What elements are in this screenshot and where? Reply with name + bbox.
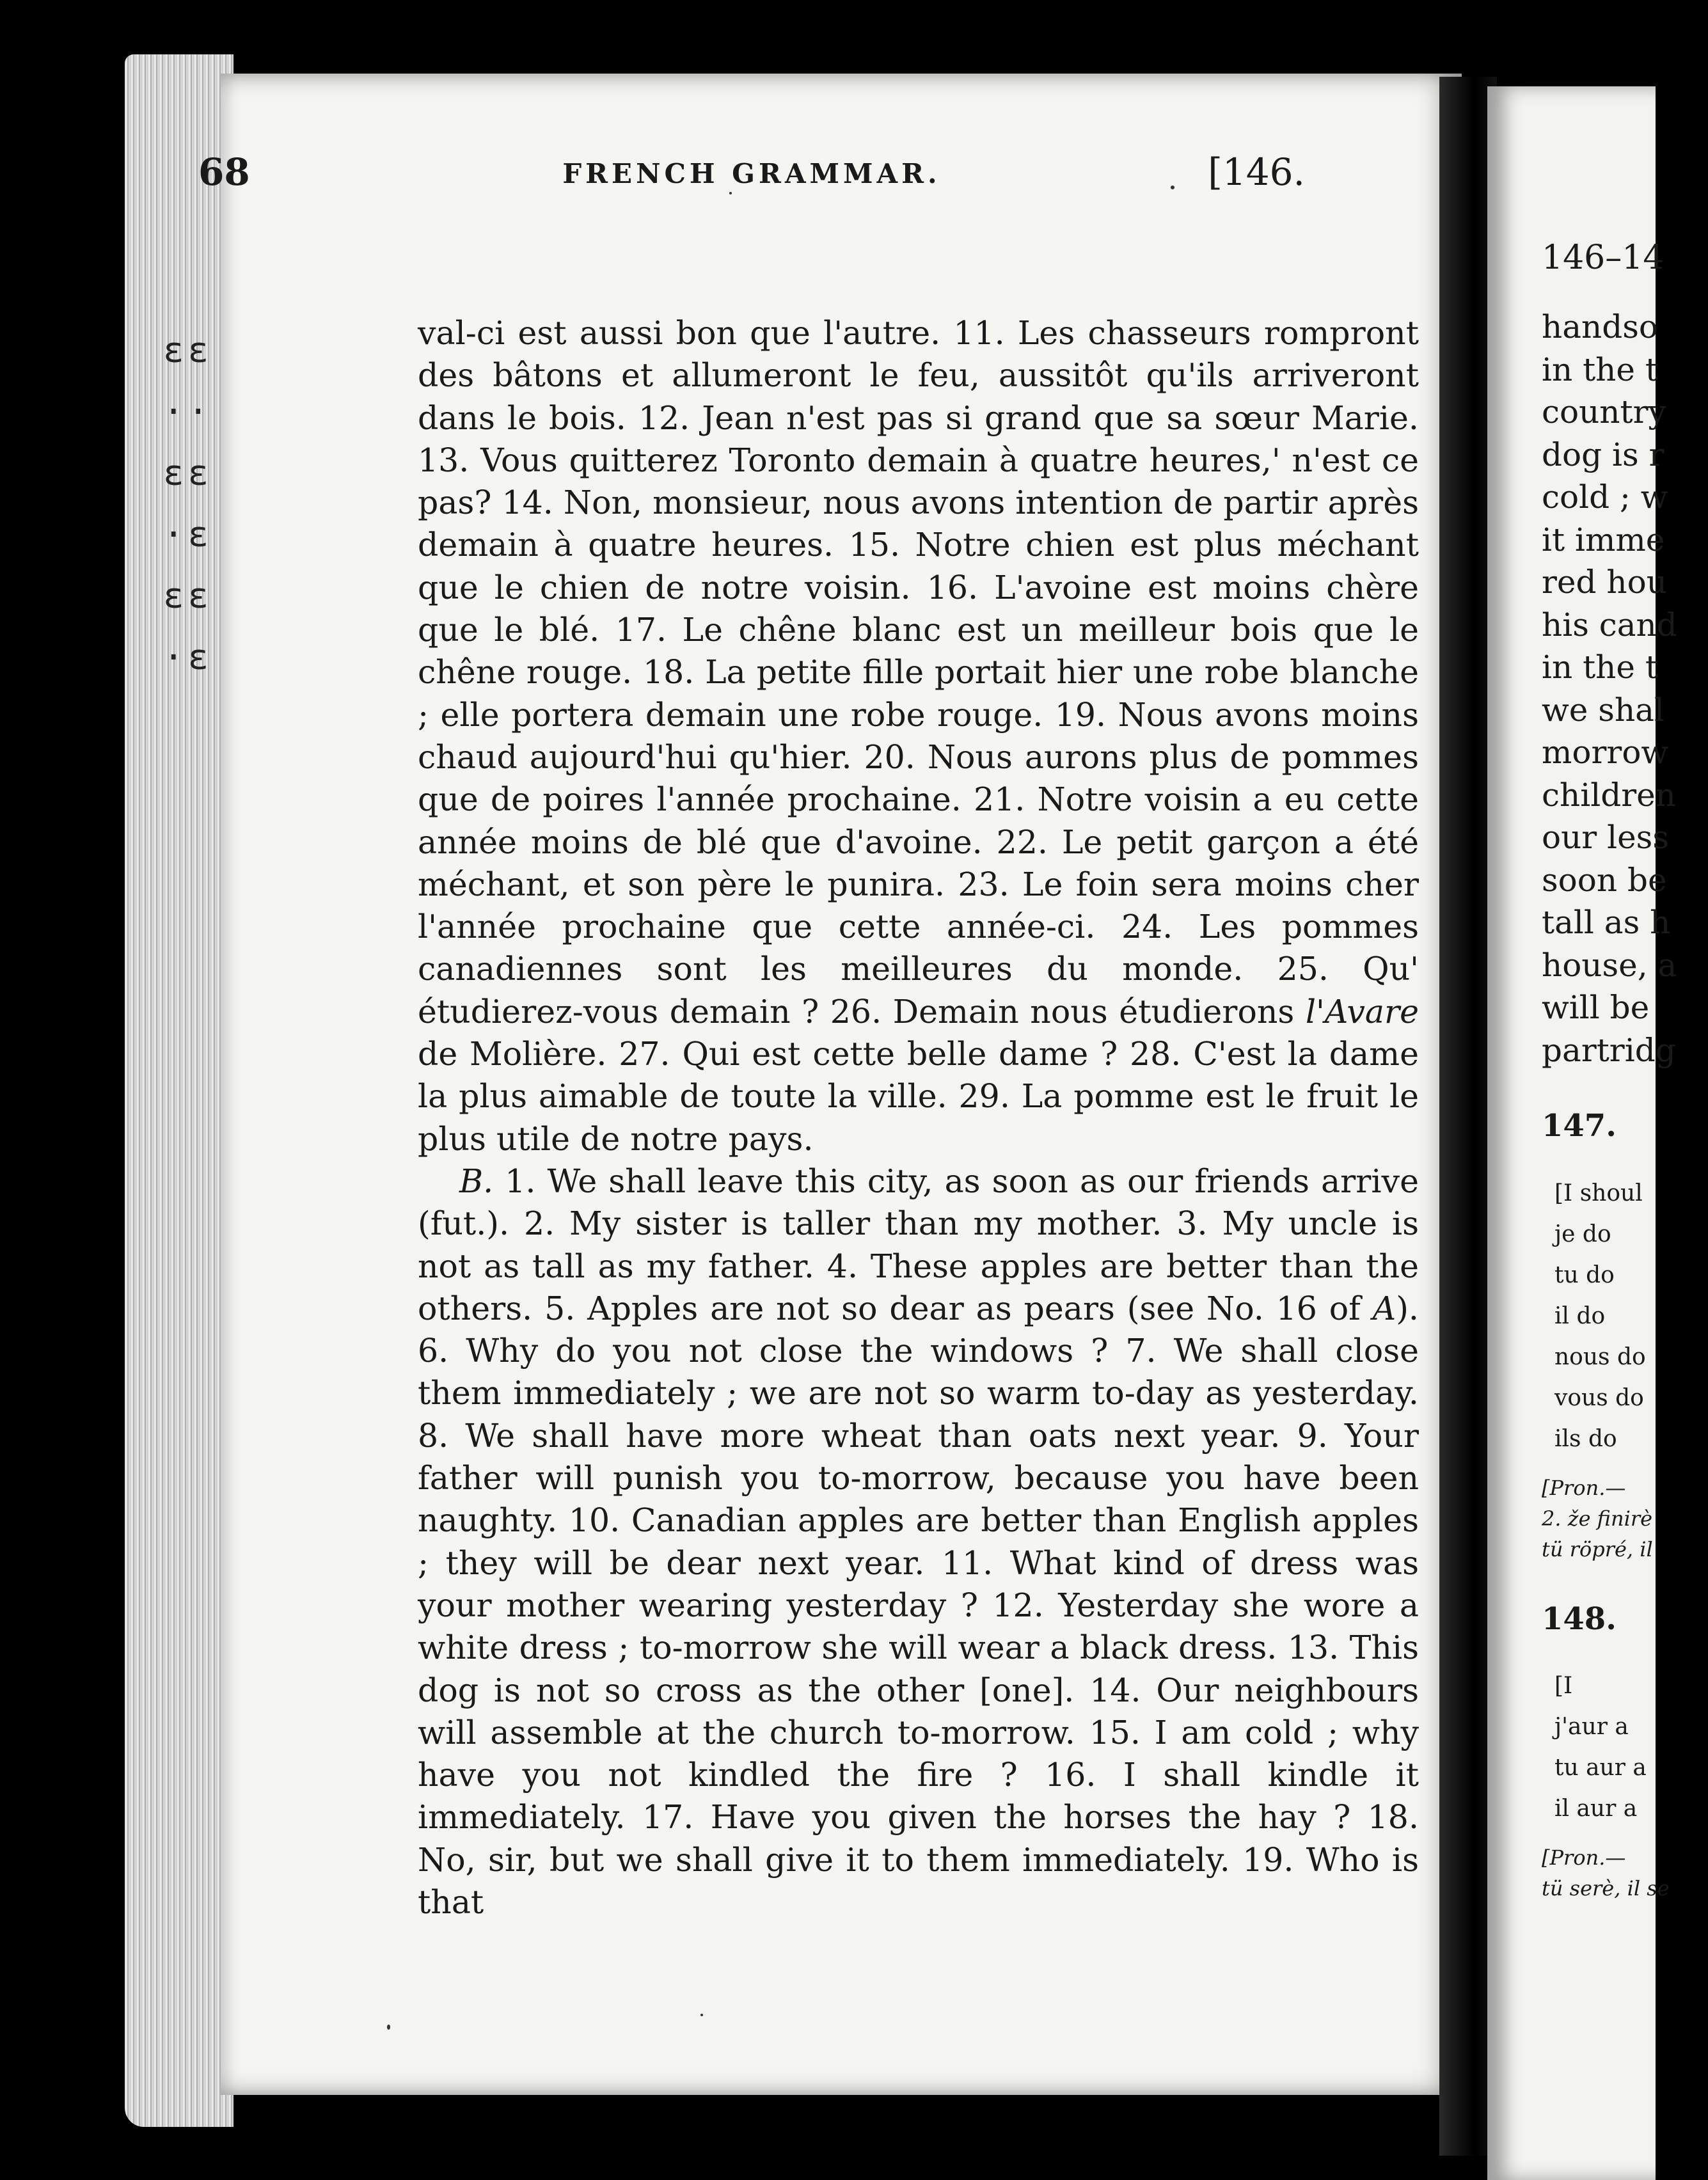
body-text [418,312,1419,1923]
conjugation-line: il do [1554,1302,1606,1329]
paragraph-a-end: de Molière. 27. Qui est cette belle dame ? 28. C'est la dame la plus aimable de toute la ville. 29. La pomme est le fruit le plus utile de notre pays. [418,1035,1419,1158]
running-title: FRENCH GRAMMAR. [562,158,941,189]
right-line: will be [1542,989,1650,1026]
section-148-heading: 148. [1542,1600,1617,1637]
edge-marks: ɛɛ ·· ɛɛ ·ɛ ɛɛ ·ɛ [163,330,213,677]
conjugation-line: [I [1554,1673,1573,1699]
conjugation-line: ils do [1554,1425,1617,1452]
pronunciation-note: tü röpré, il [1542,1536,1653,1561]
pronunciation-note: tü serè, il se [1542,1876,1670,1900]
conjugation-line: il aur a [1554,1796,1638,1822]
right-line: tall as h [1542,904,1671,941]
conjugation-line: j'aur a [1554,1714,1629,1740]
pronunciation-note: [Pron.— [1542,1475,1626,1500]
right-line: children [1542,776,1676,814]
conjugation-line: vous do [1554,1384,1644,1411]
conjugation-line: [I shoul [1554,1180,1643,1206]
paragraph-b-text-1: 1. We shall leave this city, as soon as our friends arrive (fut.). 2. My sister is taller than my mother. 3. My uncle is not as tall as my father. 4. These apples are better than the others. 5. Apples are not so dear as pears (see No. 16 of [418,1162,1419,1327]
scan-speck [1171,186,1174,189]
conjugation-line: tu aur a [1554,1755,1647,1781]
paragraph-b-reference: A [1372,1289,1396,1327]
pronunciation-note: 2. že finirè [1542,1506,1653,1531]
scan-speck [700,2014,703,2016]
right-line: country [1542,393,1666,430]
paragraph-b [418,1160,1419,1923]
page-number: 68 [198,150,250,194]
right-line: house, a [1542,946,1677,984]
running-head [198,150,1305,227]
avare-title: l'Avare [1305,992,1419,1031]
right-line: morrow [1542,734,1669,771]
right-line: red hou [1542,564,1667,601]
right-line: in the t [1542,351,1658,388]
right-line: cold ; w [1542,478,1668,516]
section-reference: [146. [1208,150,1305,194]
right-line: dog is r [1542,436,1665,473]
conjugation-line: je do [1554,1220,1611,1247]
conjugation-line: tu do [1554,1261,1615,1288]
paragraph-b-text-2: ). 6. Why do you not close the windows ? 7. We shall close them immediately ; we are not so warm to-day as yesterday. 8. We shall have more wheat than oats next year. 9. Your father will punish you to-morrow, because you have been naughty. 10. Canadian apples are better than English apples ; they will be dear next year. 11. What kind of dress was your mother wearing yesterday ? 12. Yesterday she wore a white dress ; to-morrow she will wear a black dress. 13. This dog is not so cross as the other [one]. 14. Our neighbours will assemble at the church to-morrow. 15. I am cold ; why have you not kindled the fire ? 16. I shall kindle it immediately. 17. Have you given the horses the hay ? 18. No, sir, but we shall give it to them immediately. 19. Who is that [418,1289,1419,1921]
pronunciation-note: [Pron.— [1542,1845,1626,1870]
paragraph-a-text: val-ci est aussi bon que l'autre. 11. Les chasseurs rompront des bâtons et allumeront le feu, aussitôt qu'ils arriveront dans le bois. 12. Jean n'est pas si grand que sa sœur Marie. 13. Vous quitterez Toronto demain à quatre heures,' n'est ce pas? 14. Non, monsieur, nous avons intention de partir après demain à quatre heures. 15. Notre chien est plus méchant que le chien de notre voisin. 16. L'avoine est moins chère que le blé. 17. Le chêne blanc est un meilleur bois que le chêne rouge. 18. La petite fille portait hier une robe blanche ; elle portera demain une robe rouge. 19. Nous avons moins chaud aujourd'hui qu'hier. 20. Nous aurons plus de pommes que de poires l'année prochaine. 21. Notre voisin a eu cette année moins de blé que d'avoine. 22. Le petit garçon a été méchant, et son père le punira. 23. Le foin sera moins cher l'année prochaine que cette année-ci. 24. Les pommes canadiennes sont les meilleures du monde. 25. Qu' étudierez-vous demain ? 26. Demain nous étudierons [418,314,1419,1031]
right-page-text [1542,237,1708,1904]
right-line: partridg [1542,1031,1676,1069]
right-page-header: 146–14 [1542,239,1665,277]
paragraph-b-label: B. [459,1162,494,1200]
paragraph-a [418,312,1419,1160]
right-line: we shal [1542,691,1665,729]
scan-speck [729,192,732,194]
section-147-heading: 147. [1542,1108,1617,1144]
right-line: in the t [1542,649,1658,686]
scan-speck [387,2025,390,2030]
right-line: his cand [1542,606,1677,644]
right-line: soon be [1542,861,1667,899]
conjugation-line: nous do [1554,1343,1646,1370]
right-line: our less [1542,819,1669,856]
right-line: it imme [1542,521,1665,558]
right-line: handso [1542,308,1658,345]
